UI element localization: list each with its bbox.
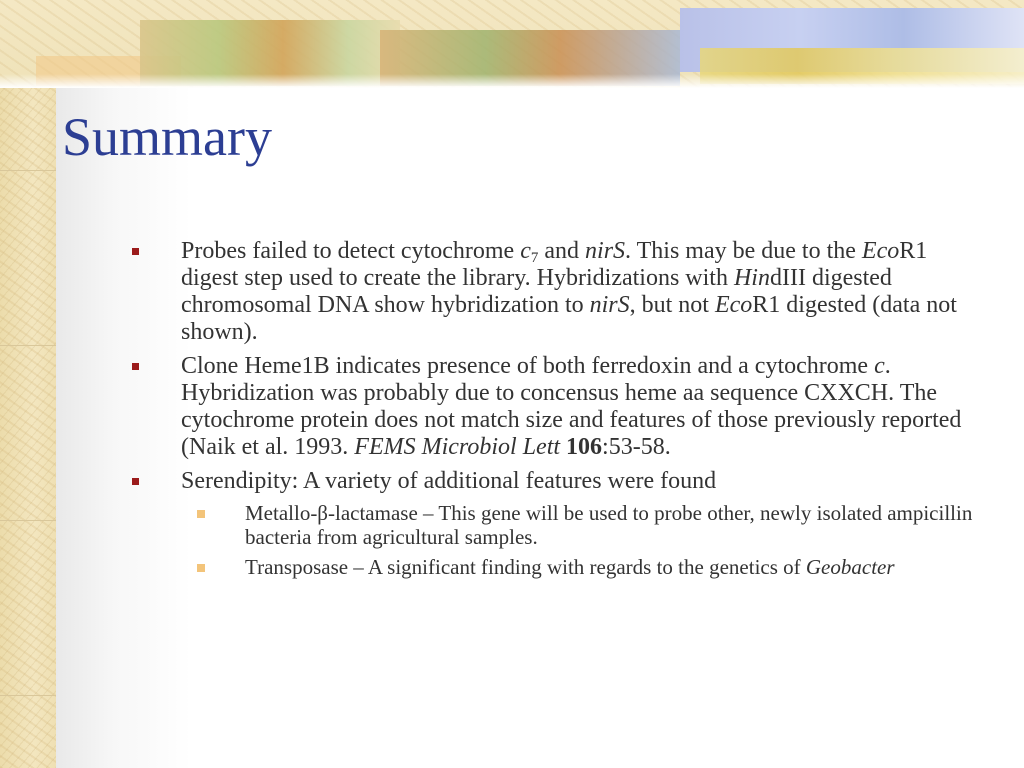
- text-run: R1 digested (data not shown).: [181, 292, 957, 345]
- text-run: Transposase – A significant finding with regards to the genetics of: [245, 555, 806, 579]
- bullet-text: [181, 353, 961, 460]
- leaf-photo-banner: [0, 0, 1024, 88]
- text-run: c: [520, 238, 531, 264]
- bullet-list: [130, 238, 990, 586]
- sub-bullet-text: [245, 555, 895, 579]
- text-run: 106: [566, 434, 603, 460]
- text-run: nirS: [589, 292, 630, 318]
- square-bullet-icon: [132, 248, 139, 255]
- text-run: Metallo-β-lactamase – This gene will be used to probe other, newly isolated ampicillin bacteria from agricultural samples.: [245, 501, 973, 549]
- bullet-item: [130, 353, 990, 461]
- text-run: Eco: [714, 292, 753, 318]
- text-run: Probes failed to detect cytochrome: [181, 238, 521, 264]
- square-bullet-icon: [132, 478, 139, 485]
- text-run: Hin: [733, 265, 770, 291]
- text-run: 7: [530, 250, 539, 266]
- text-run: dIII digested chromosomal DNA show hybridization to: [181, 265, 892, 318]
- text-run: , but not: [629, 292, 715, 318]
- text-run: . Hybridization was probably due to concensus heme aa sequence CXXCH. The cytochrome protein does not match size and features of those previously reported (Naik et al. 1993.: [181, 353, 962, 460]
- text-run: c: [874, 353, 885, 379]
- text-run: nirS: [585, 238, 626, 264]
- sub-bullet-text: [245, 501, 972, 549]
- text-run: . This may be due to the: [625, 238, 862, 264]
- text-run: R1 digest step used to create the library. Hybridizations with: [181, 238, 928, 291]
- square-sub-bullet-icon: [197, 564, 205, 572]
- square-bullet-icon: [132, 363, 139, 370]
- square-sub-bullet-icon: [197, 510, 205, 518]
- bullet-text: [181, 468, 716, 494]
- text-run: Clone Heme1B indicates presence of both ferredoxin and a cytochrome: [181, 353, 875, 379]
- sub-bullet-item: [130, 555, 990, 579]
- bullet-item: [130, 468, 990, 579]
- slide-title: Summary: [62, 107, 272, 167]
- bullet-text: [181, 238, 957, 345]
- text-run: and: [538, 238, 586, 264]
- text-run: Geobacter: [805, 555, 895, 579]
- sub-bullet-list: [181, 501, 990, 579]
- text-run: Serendipity: A variety of additional features were found: [181, 468, 717, 494]
- text-run: Eco: [861, 238, 900, 264]
- sub-bullet-item: [130, 501, 990, 549]
- parchment-left-strip: [0, 0, 57, 768]
- text-run: FEMS Microbiol Lett: [354, 434, 561, 460]
- bullet-item: [130, 238, 990, 346]
- text-run: :53-58.: [602, 434, 671, 460]
